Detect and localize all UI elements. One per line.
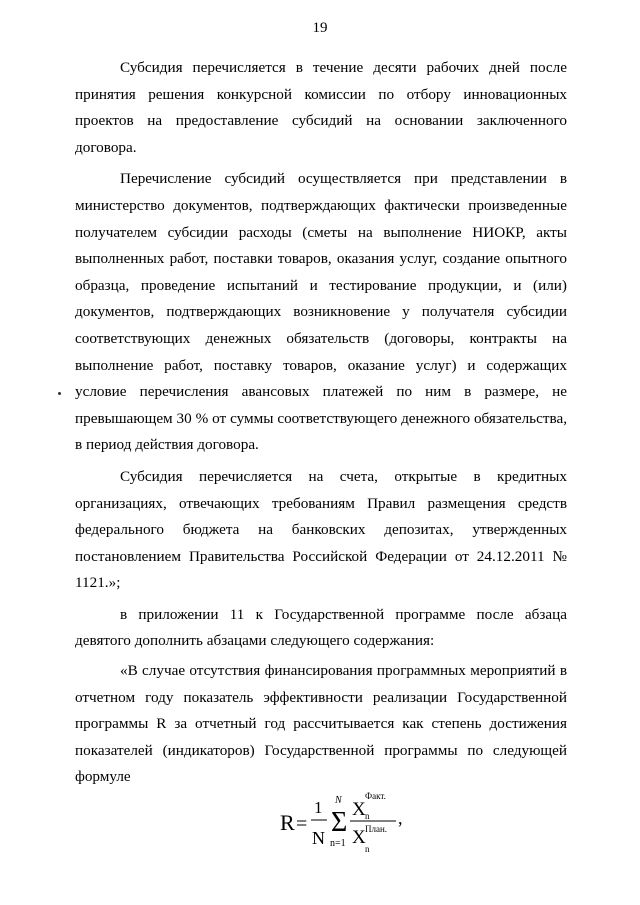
formula-numerator-sub: n	[365, 811, 370, 821]
paragraph-efficiency-indicator: «В случае отсутствия финансирования программных мероприятий в отчетном году показатель эффективности реализации Государственной программы R за отчетный год рассчитывается как степень достижения показателей (индикаторов) Государственной программы по следующей формуле	[75, 662, 567, 786]
page-number: 19	[312, 20, 328, 36]
formula-sum-upper: N	[335, 795, 342, 806]
formula-coef-numerator: 1	[314, 798, 323, 817]
formula-numerator-sup: Факт.	[365, 791, 386, 801]
formula-numerator-base: X	[352, 799, 366, 820]
formula-sum-lower: n=1	[330, 838, 346, 849]
formula-sum-symbol: Σ	[331, 807, 348, 838]
paragraph-subsidy-transfer-documents: Перечисление субсидий осуществляется при представлении в министерство документов, подтверждающих фактически произведенные получателем субсидии расходы (сметы на выполнение НИОКР, акты выполненных работ, поставки товаров, оказания услуг, создание опытного образца, проведение испытаний и тестирование продукции, и (или) документов, подтверждающих возникновение у получателя субсидии соответствующих денежных обязательств (договоры, контракты на выполнение работ, поставку товаров, оказание услуг) и содержащих условие перечисления авансовых платежей по ним в размере, не превышающем 30 % от суммы соответствующего денежного обязательства, в период действия договора.	[75, 170, 567, 454]
paragraph-appendix-11: в приложении 11 к Государственной программе после абзаца девятого дополнить абзацами следующего содержания:	[75, 605, 567, 650]
margin-mark	[58, 392, 61, 395]
paragraph-subsidy-accounts: Субсидия перечисляется на счета, открытые в кредитных организациях, отвечающих требованиям Правил размещения средств федерального бюджета на банковских депозитах, утвержденных постановлением Правительства Российской Федерации от 24.12.2011 № 1121.»;	[75, 467, 567, 592]
efficiency-formula	[280, 788, 440, 858]
formula-lhs: R	[280, 810, 295, 835]
formula-denominator-sup: План.	[365, 824, 388, 834]
formula-equals: =	[296, 813, 308, 835]
paragraph-subsidy-transfer-term: Субсидия перечисляется в течение десяти рабочих дней после принятия решения конкурсной комиссии по отбору инновационных проектов на предоставление субсидий на основании заключенного договора.	[75, 59, 567, 156]
document-body	[75, 55, 567, 796]
formula-denominator-base: X	[352, 827, 366, 848]
formula-denominator-sub: n	[365, 844, 370, 854]
formula-trailing-comma: ,	[398, 808, 403, 828]
formula-coef-denominator: N	[312, 828, 325, 848]
